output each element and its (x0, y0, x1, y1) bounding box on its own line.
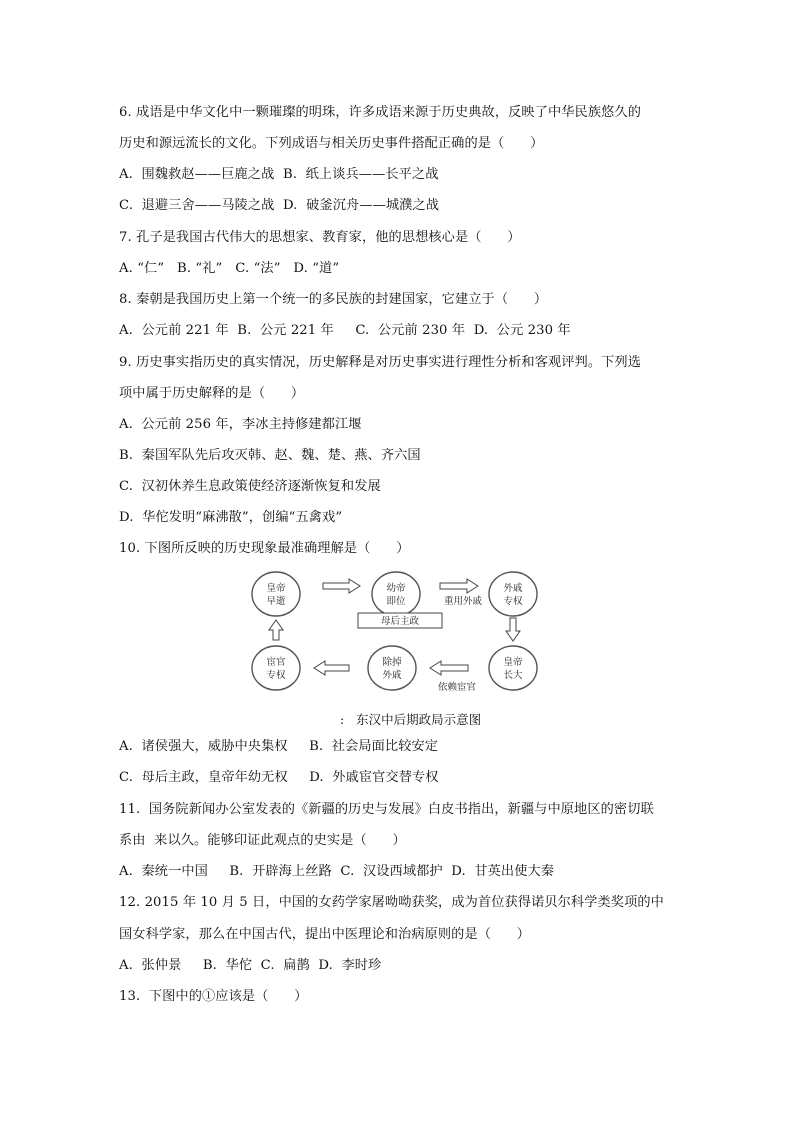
node3-line1: 外戚 (503, 583, 523, 594)
node2-line1: 幼帝 (386, 583, 406, 594)
node-emperor-grows-up (489, 646, 537, 690)
q6-options-line2: C. 退避三舍——马陵之战 D. 破釜沉舟——城濮之战 (119, 198, 440, 213)
q9-option-b: B. 秦国军队先后攻灭韩、赵、魏、楚、燕、齐六国 (119, 448, 421, 463)
node4-line1: 皇帝 (503, 657, 523, 668)
q10-stem: 10. 下图所反映的历史现象最准确理解是（ ） (119, 541, 410, 556)
node1-line2: 早逝 (266, 596, 286, 607)
q10-options-line1: A. 诸侯强大，威胁中央集权 B. 社会局面比较安定 (119, 739, 439, 754)
node-eunuch-power (252, 646, 300, 690)
arrow-2-to-3 (440, 579, 478, 593)
q8-stem: 8. 秦朝是我国历史上第一个统一的多民族的封建国家，它建立于（ ） (119, 292, 548, 307)
q7-options: A. “仁” B. “礼” C. “法” D. “道” (119, 261, 340, 276)
arrow-4-to-5 (430, 661, 468, 675)
q11-options: A. 秦统一中国 B. 开辟海上丝路 C. 汉设西域都护 D. 甘英出使大秦 (119, 864, 555, 879)
q9-stem-line2: 项中属于历史解释的是（ ） (119, 386, 305, 401)
q12-stem-line1: 12. 2015 年 10 月 5 日，中国的女药学家屠呦呦获奖，成为首位获得诺贝尔科学类奖项的中 (119, 895, 664, 910)
arrow-5-to-6 (314, 661, 349, 675)
q13-stem: 13. 下图中的①应该是（ ） (119, 989, 308, 1004)
q6-stem-line2: 历史和源远流长的文化。下列成语与相关历史事件搭配正确的是（ ） (119, 136, 544, 151)
politics-flow-diagram (245, 568, 555, 698)
node2-line2: 即位 (386, 596, 406, 607)
diagram-caption: : 东汉中后期政局示意图 (340, 712, 482, 727)
box-label: 母后主政 (380, 616, 420, 627)
node4-line2: 长大 (503, 670, 523, 681)
node6-line2: 专权 (266, 670, 286, 681)
q11-stem-line1: 11. 国务院新闻办公室发表的《新疆的历史与发展》白皮书指出，新疆与中原地区的密切联 (119, 802, 654, 817)
q6-options-line1: A. 围魏救赵——巨鹿之战 B. 纸上谈兵——长平之战 (119, 167, 439, 182)
q9-option-c: C. 汉初休养生息政策使经济逐渐恢复和发展 (119, 479, 381, 494)
q7-stem: 7. 孔子是我国古代伟大的思想家、教育家，他的思想核心是（ ） (119, 230, 521, 245)
label-reuse-relatives: 重用外戚 (443, 596, 483, 607)
node5-line1: 除掉 (382, 657, 402, 668)
node3-line2: 专权 (503, 596, 523, 607)
arrow-6-to-1 (269, 620, 283, 640)
q9-option-d: D. 华佗发明“麻沸散”，创编“五禽戏” (119, 510, 343, 525)
q9-option-a: A. 公元前 256 年，李冰主持修建都江堰 (119, 417, 362, 432)
node-emperor-early-death (252, 572, 300, 616)
q6-stem-line1: 6. 成语是中华文化中一颗璀璨的明珠，许多成语来源于历史典故，反映了中华民族悠久的 (119, 105, 641, 120)
node5-line2: 外戚 (382, 670, 402, 681)
q11-stem-line2: 系由 来以久。能够印证此观点的史实是（ ） (119, 833, 406, 848)
q9-stem-line1: 9. 历史事实指历史的真实情况，历史解释是对历史事实进行理性分析和客观评判。下列选 (119, 355, 641, 370)
q10-options-line2: C. 母后主政，皇帝年幼无权 D. 外戚宦官交替专权 (119, 770, 439, 785)
node6-line1: 宦官 (266, 657, 286, 668)
q8-options: A. 公元前 221 年 B. 公元 221 年 C. 公元前 230 年 D. 公元 230 年 (119, 323, 571, 338)
q12-stem-line2: 国女科学家，那么在中国古代，提出中医理论和治病原则的是（ ） (119, 927, 531, 942)
node-relatives-power (489, 572, 537, 616)
node-remove-relatives (368, 646, 416, 690)
box-empress-dowager (358, 613, 442, 628)
q12-options: A. 张仲景 B. 华佗 C. 扁鹊 D. 李时珍 (119, 958, 382, 973)
arrow-1-to-2 (323, 579, 360, 593)
label-rely-eunuchs: 依赖宦官 (437, 682, 477, 693)
arrow-3-to-4 (506, 618, 520, 641)
node1-line1: 皇帝 (266, 583, 286, 594)
node-young-emperor (372, 572, 420, 616)
